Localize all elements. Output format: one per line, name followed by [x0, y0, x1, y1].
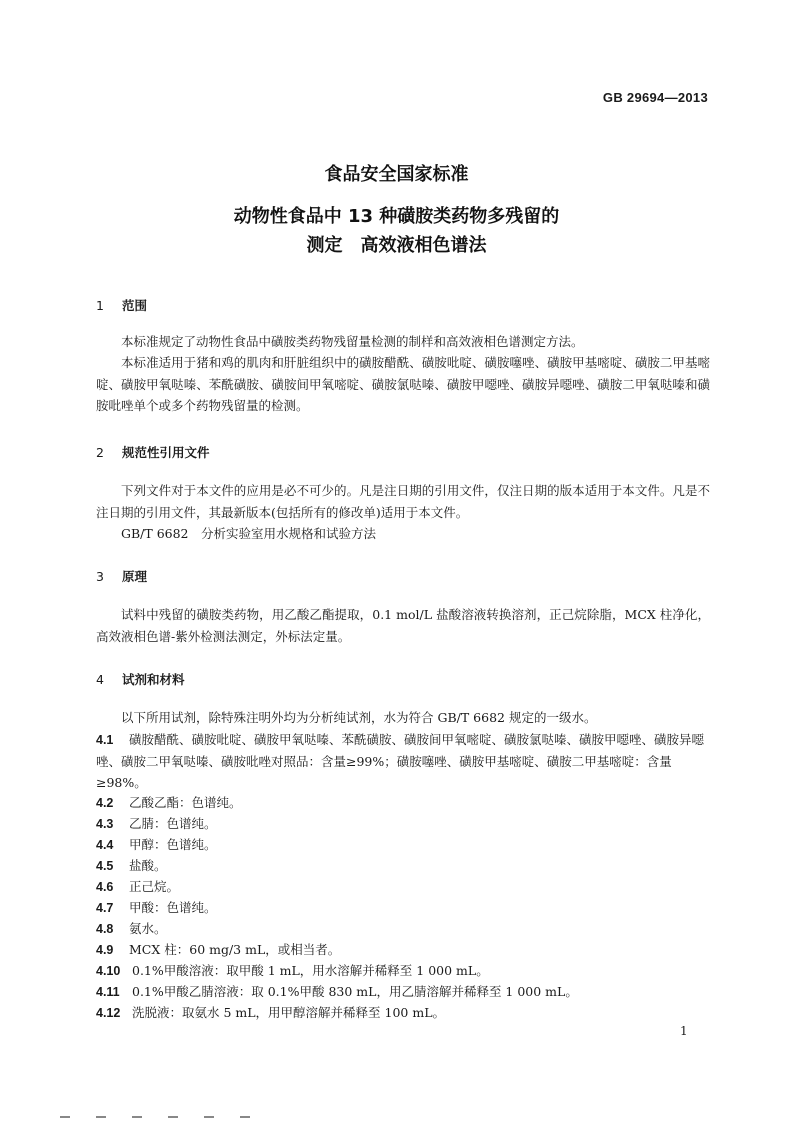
list-item — [96, 1002, 710, 1024]
list-item-number: 4.6 — [96, 880, 114, 894]
list-item-text: 正己烷。 — [129, 879, 180, 894]
list-item-number: 4.11 — [96, 985, 120, 999]
list-item — [96, 834, 710, 856]
list-item-number: 4.8 — [96, 922, 114, 936]
list-item-number: 4.7 — [96, 901, 114, 915]
list-item-number: 4.1 — [96, 733, 114, 747]
list-item-number: 4.3 — [96, 817, 114, 831]
list-item-number: 4.9 — [96, 943, 114, 957]
scan-mark — [168, 1116, 178, 1118]
section-4-heading — [96, 670, 185, 688]
list-item-text: MCX 柱：60 mg/3 mL，或相当者。 — [129, 942, 341, 957]
section-3-number: 3 — [96, 569, 104, 584]
section-4-number: 4 — [96, 672, 104, 687]
list-item-text: 乙酸乙酯：色谱纯。 — [129, 795, 242, 810]
list-item — [96, 729, 710, 793]
section-2-number: 2 — [96, 445, 104, 460]
document-title-line2: 动物性食品中 13 种磺胺类药物多残留的 — [233, 206, 560, 227]
scan-artifacts — [60, 1103, 320, 1107]
scan-mark — [204, 1116, 214, 1118]
list-item-text: 甲酸：色谱纯。 — [129, 900, 217, 915]
list-item-text: 洗脱液：取氨水 5 mL，用甲醇溶解并稀释至 100 mL。 — [132, 1005, 446, 1020]
list-item-text: 0.1%甲酸乙腈溶液：取 0.1%甲酸 830 mL，用乙腈溶解并稀释至 1 000 mL。 — [132, 984, 578, 999]
section-3-heading — [96, 567, 147, 585]
list-item-text: 甲醇：色谱纯。 — [129, 837, 217, 852]
list-item-text: 0.1%甲酸溶液：取甲酸 1 mL，用水溶解并稀释至 1 000 mL。 — [132, 963, 489, 978]
list-item-number: 4.5 — [96, 859, 114, 873]
section-4-title: 试剂和材料 — [122, 672, 185, 687]
document-title-line1: 食品安全国家标准 — [324, 164, 469, 185]
section-1-paragraph-2: 本标准适用于猪和鸡的肌肉和肝脏组织中的磺胺醋酰、磺胺吡啶、磺胺噻唑、磺胺甲基嘧啶、磺胺二甲基嘧啶、磺胺甲氧哒嗪、苯酰磺胺、磺胺间甲氧嘧啶、磺胺氯哒嗪、磺胺甲噁唑、磺胺异噁唑、磺胺二甲氧哒嗪和磺胺吡唑单个或多个药物残留量的检测。 — [96, 355, 710, 413]
list-item — [96, 813, 710, 835]
list-item-text: 磺胺醋酰、磺胺吡啶、磺胺甲氧哒嗪、苯酰磺胺、磺胺间甲氧嘧啶、磺胺氯哒嗪、磺胺甲噁唑、磺胺异噁唑、磺胺二甲氧哒嗪、磺胺吡唑对照品：含量≥99%；磺胺噻唑、磺胺甲基嘧啶、磺胺二甲基嘧啶：含量≥98%。 — [96, 732, 705, 790]
scan-mark — [132, 1116, 142, 1118]
list-item-text: 氨水。 — [129, 921, 167, 936]
list-item — [96, 981, 710, 1003]
section-2-paragraph-1: 下列文件对于本文件的应用是必不可少的。凡是注日期的引用文件，仅注日期的版本适用于本文件。凡是不注日期的引用文件，其最新版本(包括所有的修改单)适用于本文件。 — [96, 483, 710, 520]
section-1-title: 范围 — [122, 298, 148, 313]
list-item-text: 乙腈：色谱纯。 — [129, 816, 217, 831]
section-2-title: 规范性引用文件 — [122, 445, 210, 460]
section-1-number: 1 — [96, 298, 104, 313]
list-item-number: 4.4 — [96, 838, 114, 852]
section-2-reference: GB/T 6682 分析实验室用水规格和试验方法 — [121, 526, 377, 541]
list-item-number: 4.12 — [96, 1006, 121, 1020]
section-2-heading — [96, 443, 210, 461]
list-item — [96, 855, 710, 877]
section-4-intro: 以下所用试剂，除特殊注明外均为分析纯试剂，水为符合 GB/T 6682 规定的一级水。 — [121, 710, 597, 725]
list-item — [96, 960, 710, 982]
scan-mark — [240, 1116, 250, 1118]
list-item-number: 4.2 — [96, 796, 114, 810]
list-item-number: 4.10 — [96, 964, 121, 978]
list-item — [96, 792, 710, 814]
section-1-heading — [96, 296, 147, 314]
document-title-line3: 测定 高效液相色谱法 — [306, 235, 487, 256]
section-3-title: 原理 — [122, 569, 148, 584]
scan-mark — [96, 1116, 106, 1118]
list-item — [96, 918, 710, 940]
page-number: 1 — [680, 1024, 688, 1038]
list-item-text: 盐酸。 — [129, 858, 167, 873]
list-item — [96, 939, 710, 961]
standard-number: GB 29694—2013 — [602, 90, 708, 105]
list-item — [96, 876, 710, 898]
list-item — [96, 897, 710, 919]
section-1-paragraph-1: 本标准规定了动物性食品中磺胺类药物残留量检测的制样和高效液相色谱测定方法。 — [121, 334, 584, 349]
scan-mark — [60, 1116, 70, 1118]
section-3-paragraph-1: 试料中残留的磺胺类药物，用乙酸乙酯提取，0.1 mol/L 盐酸溶液转换溶剂，正己烷除脂，MCX 柱净化，高效液相色谱-紫外检测法测定，外标法定量。 — [96, 607, 710, 644]
